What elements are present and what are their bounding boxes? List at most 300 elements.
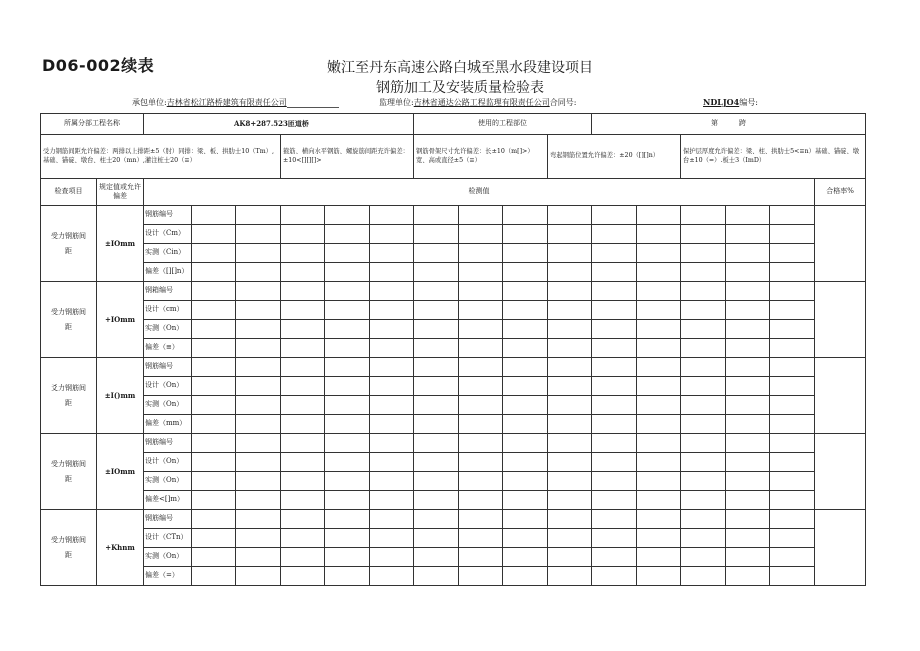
measured-value-cell[interactable] bbox=[681, 282, 726, 301]
measured-value-cell[interactable] bbox=[236, 472, 281, 491]
measured-value-cell[interactable] bbox=[370, 510, 414, 529]
measured-value-cell[interactable] bbox=[325, 225, 370, 244]
measured-value-cell[interactable] bbox=[681, 548, 726, 567]
measured-value-cell[interactable] bbox=[192, 453, 236, 472]
measured-value-cell[interactable] bbox=[236, 510, 281, 529]
measured-value-cell[interactable] bbox=[770, 320, 815, 339]
measured-value-cell[interactable] bbox=[503, 548, 548, 567]
measured-value-cell[interactable] bbox=[637, 225, 681, 244]
row-label: 实测（On） bbox=[144, 472, 192, 491]
pass-rate-cell[interactable] bbox=[815, 434, 866, 510]
measured-value-cell[interactable] bbox=[592, 529, 637, 548]
measured-value-cell[interactable] bbox=[281, 510, 325, 529]
measured-value-cell[interactable] bbox=[236, 453, 281, 472]
measured-value-cell[interactable] bbox=[325, 358, 370, 377]
measured-value-cell[interactable] bbox=[681, 491, 726, 510]
measured-value-cell[interactable] bbox=[414, 358, 459, 377]
measured-value-cell[interactable] bbox=[325, 434, 370, 453]
measured-value-cell[interactable] bbox=[592, 206, 637, 225]
measured-value-cell[interactable] bbox=[503, 415, 548, 434]
pass-rate-cell[interactable] bbox=[815, 358, 866, 434]
measured-value-cell[interactable] bbox=[325, 396, 370, 415]
measured-value-cell[interactable] bbox=[281, 339, 325, 358]
measured-value-cell[interactable] bbox=[192, 206, 236, 225]
measured-value-cell[interactable] bbox=[637, 396, 681, 415]
measured-value-cell[interactable] bbox=[637, 301, 681, 320]
measured-value-cell[interactable] bbox=[592, 339, 637, 358]
measured-value-cell[interactable] bbox=[681, 244, 726, 263]
measured-value-cell[interactable] bbox=[236, 529, 281, 548]
contractor-underline bbox=[287, 99, 339, 108]
measured-value-cell[interactable] bbox=[192, 301, 236, 320]
measured-value-cell[interactable] bbox=[503, 434, 548, 453]
measured-value-cell[interactable] bbox=[770, 472, 815, 491]
measured-value-cell[interactable] bbox=[414, 491, 459, 510]
measured-value-cell[interactable] bbox=[281, 491, 325, 510]
measured-value-cell[interactable] bbox=[414, 415, 459, 434]
table-row bbox=[41, 320, 866, 339]
table-row bbox=[41, 491, 866, 510]
measured-value-cell[interactable] bbox=[192, 491, 236, 510]
measured-value-cell[interactable] bbox=[192, 244, 236, 263]
measured-value-cell[interactable] bbox=[548, 263, 592, 282]
measured-value-cell[interactable] bbox=[370, 206, 414, 225]
measured-value-cell[interactable] bbox=[770, 282, 815, 301]
measured-value-cell[interactable] bbox=[414, 396, 459, 415]
measured-value-cell[interactable] bbox=[503, 358, 548, 377]
measured-value-cell[interactable] bbox=[681, 225, 726, 244]
measured-value-cell[interactable] bbox=[325, 339, 370, 358]
measured-value-cell[interactable] bbox=[726, 510, 770, 529]
measured-value-cell[interactable] bbox=[325, 377, 370, 396]
measured-value-cell[interactable] bbox=[637, 548, 681, 567]
measured-value-cell[interactable] bbox=[548, 453, 592, 472]
measured-value-cell[interactable] bbox=[548, 282, 592, 301]
measured-value-cell[interactable] bbox=[726, 206, 770, 225]
measured-value-cell[interactable] bbox=[414, 453, 459, 472]
measured-value-cell[interactable] bbox=[370, 225, 414, 244]
measured-value-cell[interactable] bbox=[637, 415, 681, 434]
measured-value-cell[interactable] bbox=[726, 434, 770, 453]
measured-value-cell[interactable] bbox=[192, 434, 236, 453]
measured-value-cell[interactable] bbox=[503, 244, 548, 263]
measured-value-cell[interactable] bbox=[281, 244, 325, 263]
measured-value-cell[interactable] bbox=[414, 567, 459, 586]
measured-value-cell[interactable] bbox=[770, 263, 815, 282]
measured-value-cell[interactable] bbox=[325, 510, 370, 529]
measured-value-cell[interactable] bbox=[681, 263, 726, 282]
measured-value-cell[interactable] bbox=[192, 282, 236, 301]
measured-value-cell[interactable] bbox=[548, 320, 592, 339]
measured-value-cell[interactable] bbox=[459, 548, 503, 567]
measured-value-cell[interactable] bbox=[637, 377, 681, 396]
measured-value-cell[interactable] bbox=[637, 529, 681, 548]
measured-value-cell[interactable] bbox=[681, 358, 726, 377]
measured-value-cell[interactable] bbox=[726, 263, 770, 282]
measured-value-cell[interactable] bbox=[459, 415, 503, 434]
measured-value-cell[interactable] bbox=[192, 377, 236, 396]
measured-value-cell[interactable] bbox=[726, 453, 770, 472]
measured-value-cell[interactable] bbox=[370, 415, 414, 434]
measured-value-cell[interactable] bbox=[236, 358, 281, 377]
measured-value-cell[interactable] bbox=[236, 491, 281, 510]
measured-value-cell[interactable] bbox=[637, 339, 681, 358]
measured-value-cell[interactable] bbox=[548, 434, 592, 453]
measured-value-cell[interactable] bbox=[236, 320, 281, 339]
measured-value-cell[interactable] bbox=[281, 282, 325, 301]
measured-value-cell[interactable] bbox=[548, 415, 592, 434]
measured-value-cell[interactable] bbox=[592, 225, 637, 244]
measured-value-cell[interactable] bbox=[637, 491, 681, 510]
measured-value-cell[interactable] bbox=[281, 225, 325, 244]
measured-value-cell[interactable] bbox=[459, 282, 503, 301]
measured-value-cell[interactable] bbox=[637, 567, 681, 586]
measured-value-cell[interactable] bbox=[592, 282, 637, 301]
measured-value-cell[interactable] bbox=[592, 510, 637, 529]
measured-value-cell[interactable] bbox=[236, 434, 281, 453]
measured-value-cell[interactable] bbox=[770, 453, 815, 472]
measured-value-cell[interactable] bbox=[503, 320, 548, 339]
measured-value-cell[interactable] bbox=[459, 491, 503, 510]
measured-value-cell[interactable] bbox=[370, 320, 414, 339]
measured-value-cell[interactable] bbox=[325, 206, 370, 225]
measured-value-cell[interactable] bbox=[770, 434, 815, 453]
measured-value-cell[interactable] bbox=[236, 282, 281, 301]
measured-value-cell[interactable] bbox=[414, 377, 459, 396]
measured-value-cell[interactable] bbox=[459, 567, 503, 586]
measured-value-cell[interactable] bbox=[414, 320, 459, 339]
measured-value-cell[interactable] bbox=[592, 358, 637, 377]
measured-value-cell[interactable] bbox=[770, 225, 815, 244]
measured-value-cell[interactable] bbox=[281, 320, 325, 339]
measured-value-cell[interactable] bbox=[548, 472, 592, 491]
measured-value-cell[interactable] bbox=[370, 529, 414, 548]
measured-value-cell[interactable] bbox=[236, 567, 281, 586]
measured-value-cell[interactable] bbox=[726, 244, 770, 263]
measured-value-cell[interactable] bbox=[236, 263, 281, 282]
measured-value-cell[interactable] bbox=[370, 244, 414, 263]
measured-value-cell[interactable] bbox=[459, 225, 503, 244]
measured-value-cell[interactable] bbox=[236, 415, 281, 434]
measured-value-cell[interactable] bbox=[236, 548, 281, 567]
measured-value-cell[interactable] bbox=[592, 263, 637, 282]
measured-value-cell[interactable] bbox=[325, 244, 370, 263]
measured-value-cell[interactable] bbox=[414, 339, 459, 358]
measured-value-cell[interactable] bbox=[548, 206, 592, 225]
measured-value-cell[interactable] bbox=[726, 301, 770, 320]
measured-value-cell[interactable] bbox=[281, 263, 325, 282]
measured-value-cell[interactable] bbox=[192, 548, 236, 567]
row-label: 设计（On） bbox=[144, 377, 192, 396]
measured-value-cell[interactable] bbox=[459, 377, 503, 396]
measured-value-cell[interactable] bbox=[637, 244, 681, 263]
measured-value-cell[interactable] bbox=[726, 339, 770, 358]
measured-value-cell[interactable] bbox=[503, 529, 548, 548]
measured-value-cell[interactable] bbox=[325, 472, 370, 491]
measured-value-cell[interactable] bbox=[770, 548, 815, 567]
measured-value-cell[interactable] bbox=[192, 396, 236, 415]
measured-value-cell[interactable] bbox=[770, 244, 815, 263]
measured-value-cell[interactable] bbox=[592, 244, 637, 263]
measured-value-cell[interactable] bbox=[770, 339, 815, 358]
measured-value-cell[interactable] bbox=[370, 282, 414, 301]
measured-value-cell[interactable] bbox=[192, 529, 236, 548]
measured-value-cell[interactable] bbox=[503, 377, 548, 396]
measured-value-cell[interactable] bbox=[592, 491, 637, 510]
measured-value-cell[interactable] bbox=[770, 567, 815, 586]
measured-value-cell[interactable] bbox=[548, 548, 592, 567]
measured-value-cell[interactable] bbox=[414, 244, 459, 263]
measured-value-cell[interactable] bbox=[726, 472, 770, 491]
measured-value-cell[interactable] bbox=[681, 206, 726, 225]
measured-value-cell[interactable] bbox=[681, 320, 726, 339]
measured-value-cell[interactable] bbox=[681, 567, 726, 586]
measured-value-cell[interactable] bbox=[637, 472, 681, 491]
measured-value-cell[interactable] bbox=[414, 472, 459, 491]
measured-value-cell[interactable] bbox=[281, 358, 325, 377]
row-label: 偏差（=） bbox=[144, 567, 192, 586]
measured-value-cell[interactable] bbox=[637, 282, 681, 301]
measured-value-cell[interactable] bbox=[459, 301, 503, 320]
measured-value-cell[interactable] bbox=[370, 434, 414, 453]
measured-value-cell[interactable] bbox=[726, 415, 770, 434]
measured-value-cell[interactable] bbox=[414, 263, 459, 282]
measured-value-cell[interactable] bbox=[548, 567, 592, 586]
measured-value-cell[interactable] bbox=[370, 358, 414, 377]
contractor-label: 承包单位: bbox=[132, 98, 167, 107]
measured-value-cell[interactable] bbox=[681, 434, 726, 453]
measured-value-cell[interactable] bbox=[770, 206, 815, 225]
measured-value-cell[interactable] bbox=[548, 396, 592, 415]
measured-value-cell[interactable] bbox=[726, 529, 770, 548]
measured-value-cell[interactable] bbox=[681, 396, 726, 415]
measured-value-cell[interactable] bbox=[370, 396, 414, 415]
page-title: 嫩江至丹东高速公路白城至黑水段建设项目 bbox=[327, 60, 593, 76]
measured-value-cell[interactable] bbox=[503, 282, 548, 301]
measured-value-cell[interactable] bbox=[459, 244, 503, 263]
measured-value-cell[interactable] bbox=[548, 491, 592, 510]
measured-value-cell[interactable] bbox=[325, 548, 370, 567]
measured-value-cell[interactable] bbox=[681, 377, 726, 396]
measured-value-cell[interactable] bbox=[548, 510, 592, 529]
table-row bbox=[41, 415, 866, 434]
measured-value-cell[interactable] bbox=[281, 206, 325, 225]
measured-value-cell[interactable] bbox=[236, 225, 281, 244]
measured-value-cell[interactable] bbox=[192, 320, 236, 339]
measured-value-cell[interactable] bbox=[414, 206, 459, 225]
measured-value-cell[interactable] bbox=[459, 358, 503, 377]
measured-value-cell[interactable] bbox=[414, 510, 459, 529]
measured-value-cell[interactable] bbox=[414, 301, 459, 320]
measured-value-cell[interactable] bbox=[459, 263, 503, 282]
measured-value-cell[interactable] bbox=[459, 320, 503, 339]
page-subtitle: 钢筋加工及安装质量检验表 bbox=[376, 80, 544, 96]
measured-value-cell[interactable] bbox=[370, 377, 414, 396]
measured-value-cell[interactable] bbox=[637, 206, 681, 225]
measured-value-cell[interactable] bbox=[370, 491, 414, 510]
measured-value-cell[interactable] bbox=[770, 301, 815, 320]
measured-value-cell[interactable] bbox=[503, 263, 548, 282]
measured-value-cell[interactable] bbox=[548, 358, 592, 377]
location-label: 使用的工程部位 bbox=[414, 114, 592, 135]
measured-value-cell[interactable] bbox=[281, 434, 325, 453]
measured-value-cell[interactable] bbox=[370, 301, 414, 320]
pass-rate-cell[interactable] bbox=[815, 510, 866, 586]
measured-value-cell[interactable] bbox=[325, 567, 370, 586]
row-label: 偏差（≡） bbox=[144, 339, 192, 358]
measured-value-cell[interactable] bbox=[459, 529, 503, 548]
pass-rate-cell[interactable] bbox=[815, 282, 866, 358]
measured-value-cell[interactable] bbox=[236, 377, 281, 396]
measured-value-cell[interactable] bbox=[414, 225, 459, 244]
measured-value-cell[interactable] bbox=[192, 567, 236, 586]
measured-value-cell[interactable] bbox=[681, 472, 726, 491]
measured-value-cell[interactable] bbox=[281, 567, 325, 586]
measured-value-cell[interactable] bbox=[325, 263, 370, 282]
measured-value-cell[interactable] bbox=[503, 225, 548, 244]
measured-value-cell[interactable] bbox=[592, 453, 637, 472]
measured-value-cell[interactable] bbox=[370, 339, 414, 358]
measured-value-cell[interactable] bbox=[592, 567, 637, 586]
measured-value-cell[interactable] bbox=[325, 491, 370, 510]
measured-value-cell[interactable] bbox=[770, 529, 815, 548]
measured-value-cell[interactable] bbox=[637, 434, 681, 453]
measured-value-cell[interactable] bbox=[281, 453, 325, 472]
measured-value-cell[interactable] bbox=[637, 510, 681, 529]
measured-value-cell[interactable] bbox=[236, 396, 281, 415]
measured-value-cell[interactable] bbox=[726, 225, 770, 244]
measured-value-cell[interactable] bbox=[548, 301, 592, 320]
measured-value-cell[interactable] bbox=[503, 396, 548, 415]
measured-value-cell[interactable] bbox=[325, 415, 370, 434]
measured-value-cell[interactable] bbox=[726, 396, 770, 415]
measured-value-cell[interactable] bbox=[192, 510, 236, 529]
measured-value-cell[interactable] bbox=[192, 339, 236, 358]
measured-value-cell[interactable] bbox=[503, 453, 548, 472]
measured-value-cell[interactable] bbox=[548, 225, 592, 244]
measured-value-cell[interactable] bbox=[236, 301, 281, 320]
measured-value-cell[interactable] bbox=[770, 415, 815, 434]
measured-value-cell[interactable] bbox=[637, 358, 681, 377]
measured-value-cell[interactable] bbox=[770, 358, 815, 377]
measured-value-cell[interactable] bbox=[459, 206, 503, 225]
measured-value-cell[interactable] bbox=[548, 339, 592, 358]
measured-value-cell[interactable] bbox=[414, 434, 459, 453]
measured-value-cell[interactable] bbox=[681, 453, 726, 472]
row-label: 钢筋编号 bbox=[144, 206, 192, 225]
measured-value-cell[interactable] bbox=[503, 472, 548, 491]
measured-value-cell[interactable] bbox=[548, 377, 592, 396]
measured-value-cell[interactable] bbox=[236, 339, 281, 358]
measured-value-cell[interactable] bbox=[236, 206, 281, 225]
measured-value-cell[interactable] bbox=[236, 244, 281, 263]
measured-value-cell[interactable] bbox=[726, 320, 770, 339]
measured-value-cell[interactable] bbox=[281, 396, 325, 415]
measured-value-cell[interactable] bbox=[637, 320, 681, 339]
row-label: 实测（On） bbox=[144, 396, 192, 415]
measured-value-cell[interactable] bbox=[592, 472, 637, 491]
measured-value-cell[interactable] bbox=[592, 396, 637, 415]
measured-value-cell[interactable] bbox=[503, 301, 548, 320]
measured-value-cell[interactable] bbox=[192, 415, 236, 434]
measured-value-cell[interactable] bbox=[726, 377, 770, 396]
measured-value-cell[interactable] bbox=[681, 415, 726, 434]
measured-value-cell[interactable] bbox=[370, 567, 414, 586]
measured-value-cell[interactable] bbox=[681, 510, 726, 529]
measured-value-cell[interactable] bbox=[281, 415, 325, 434]
measured-value-cell[interactable] bbox=[726, 358, 770, 377]
measured-value-cell[interactable] bbox=[592, 415, 637, 434]
measured-value-cell[interactable] bbox=[726, 282, 770, 301]
measured-value-cell[interactable] bbox=[325, 529, 370, 548]
measured-value-cell[interactable] bbox=[281, 301, 325, 320]
measured-value-cell[interactable] bbox=[459, 339, 503, 358]
measured-value-cell[interactable] bbox=[459, 472, 503, 491]
measured-value-cell[interactable] bbox=[370, 472, 414, 491]
measured-value-cell[interactable] bbox=[637, 263, 681, 282]
row-label: 设计（CTn） bbox=[144, 529, 192, 548]
pass-rate-cell[interactable] bbox=[815, 206, 866, 282]
measured-value-cell[interactable] bbox=[637, 453, 681, 472]
measured-value-cell[interactable] bbox=[459, 434, 503, 453]
measured-value-cell[interactable] bbox=[592, 434, 637, 453]
measured-value-cell[interactable] bbox=[370, 453, 414, 472]
measured-value-cell[interactable] bbox=[281, 377, 325, 396]
measured-value-cell[interactable] bbox=[281, 472, 325, 491]
measured-value-cell[interactable] bbox=[503, 339, 548, 358]
measured-value-cell[interactable] bbox=[503, 206, 548, 225]
measured-value-cell[interactable] bbox=[726, 567, 770, 586]
measured-value-cell[interactable] bbox=[281, 548, 325, 567]
measured-value-cell[interactable] bbox=[548, 529, 592, 548]
measured-value-cell[interactable] bbox=[459, 396, 503, 415]
measured-value-cell[interactable] bbox=[459, 453, 503, 472]
measured-value-cell[interactable] bbox=[414, 282, 459, 301]
measured-value-cell[interactable] bbox=[281, 529, 325, 548]
measured-value-cell[interactable] bbox=[503, 510, 548, 529]
measured-value-cell[interactable] bbox=[192, 263, 236, 282]
measured-value-cell[interactable] bbox=[592, 320, 637, 339]
measured-value-cell[interactable] bbox=[370, 548, 414, 567]
measured-value-cell[interactable] bbox=[681, 339, 726, 358]
measured-value-cell[interactable] bbox=[370, 263, 414, 282]
measured-value-cell[interactable] bbox=[325, 320, 370, 339]
measured-value-cell[interactable] bbox=[548, 244, 592, 263]
measured-value-cell[interactable] bbox=[503, 491, 548, 510]
measured-value-cell[interactable] bbox=[592, 548, 637, 567]
measured-value-cell[interactable] bbox=[770, 377, 815, 396]
measured-value-cell[interactable] bbox=[726, 548, 770, 567]
measured-value-cell[interactable] bbox=[681, 529, 726, 548]
measured-value-cell[interactable] bbox=[459, 510, 503, 529]
measured-value-cell[interactable] bbox=[592, 377, 637, 396]
measured-value-cell[interactable] bbox=[325, 453, 370, 472]
measured-value-cell[interactable] bbox=[770, 491, 815, 510]
measured-value-cell[interactable] bbox=[192, 358, 236, 377]
measured-value-cell[interactable] bbox=[414, 548, 459, 567]
measured-value-cell[interactable] bbox=[726, 491, 770, 510]
measured-value-cell[interactable] bbox=[414, 529, 459, 548]
measured-value-cell[interactable] bbox=[325, 301, 370, 320]
measured-value-cell[interactable] bbox=[770, 396, 815, 415]
measured-value-cell[interactable] bbox=[503, 567, 548, 586]
measured-value-cell[interactable] bbox=[681, 301, 726, 320]
measured-value-cell[interactable] bbox=[192, 472, 236, 491]
measured-value-cell[interactable] bbox=[770, 510, 815, 529]
measured-value-cell[interactable] bbox=[325, 282, 370, 301]
measured-value-cell[interactable] bbox=[192, 225, 236, 244]
measured-value-cell[interactable] bbox=[592, 301, 637, 320]
